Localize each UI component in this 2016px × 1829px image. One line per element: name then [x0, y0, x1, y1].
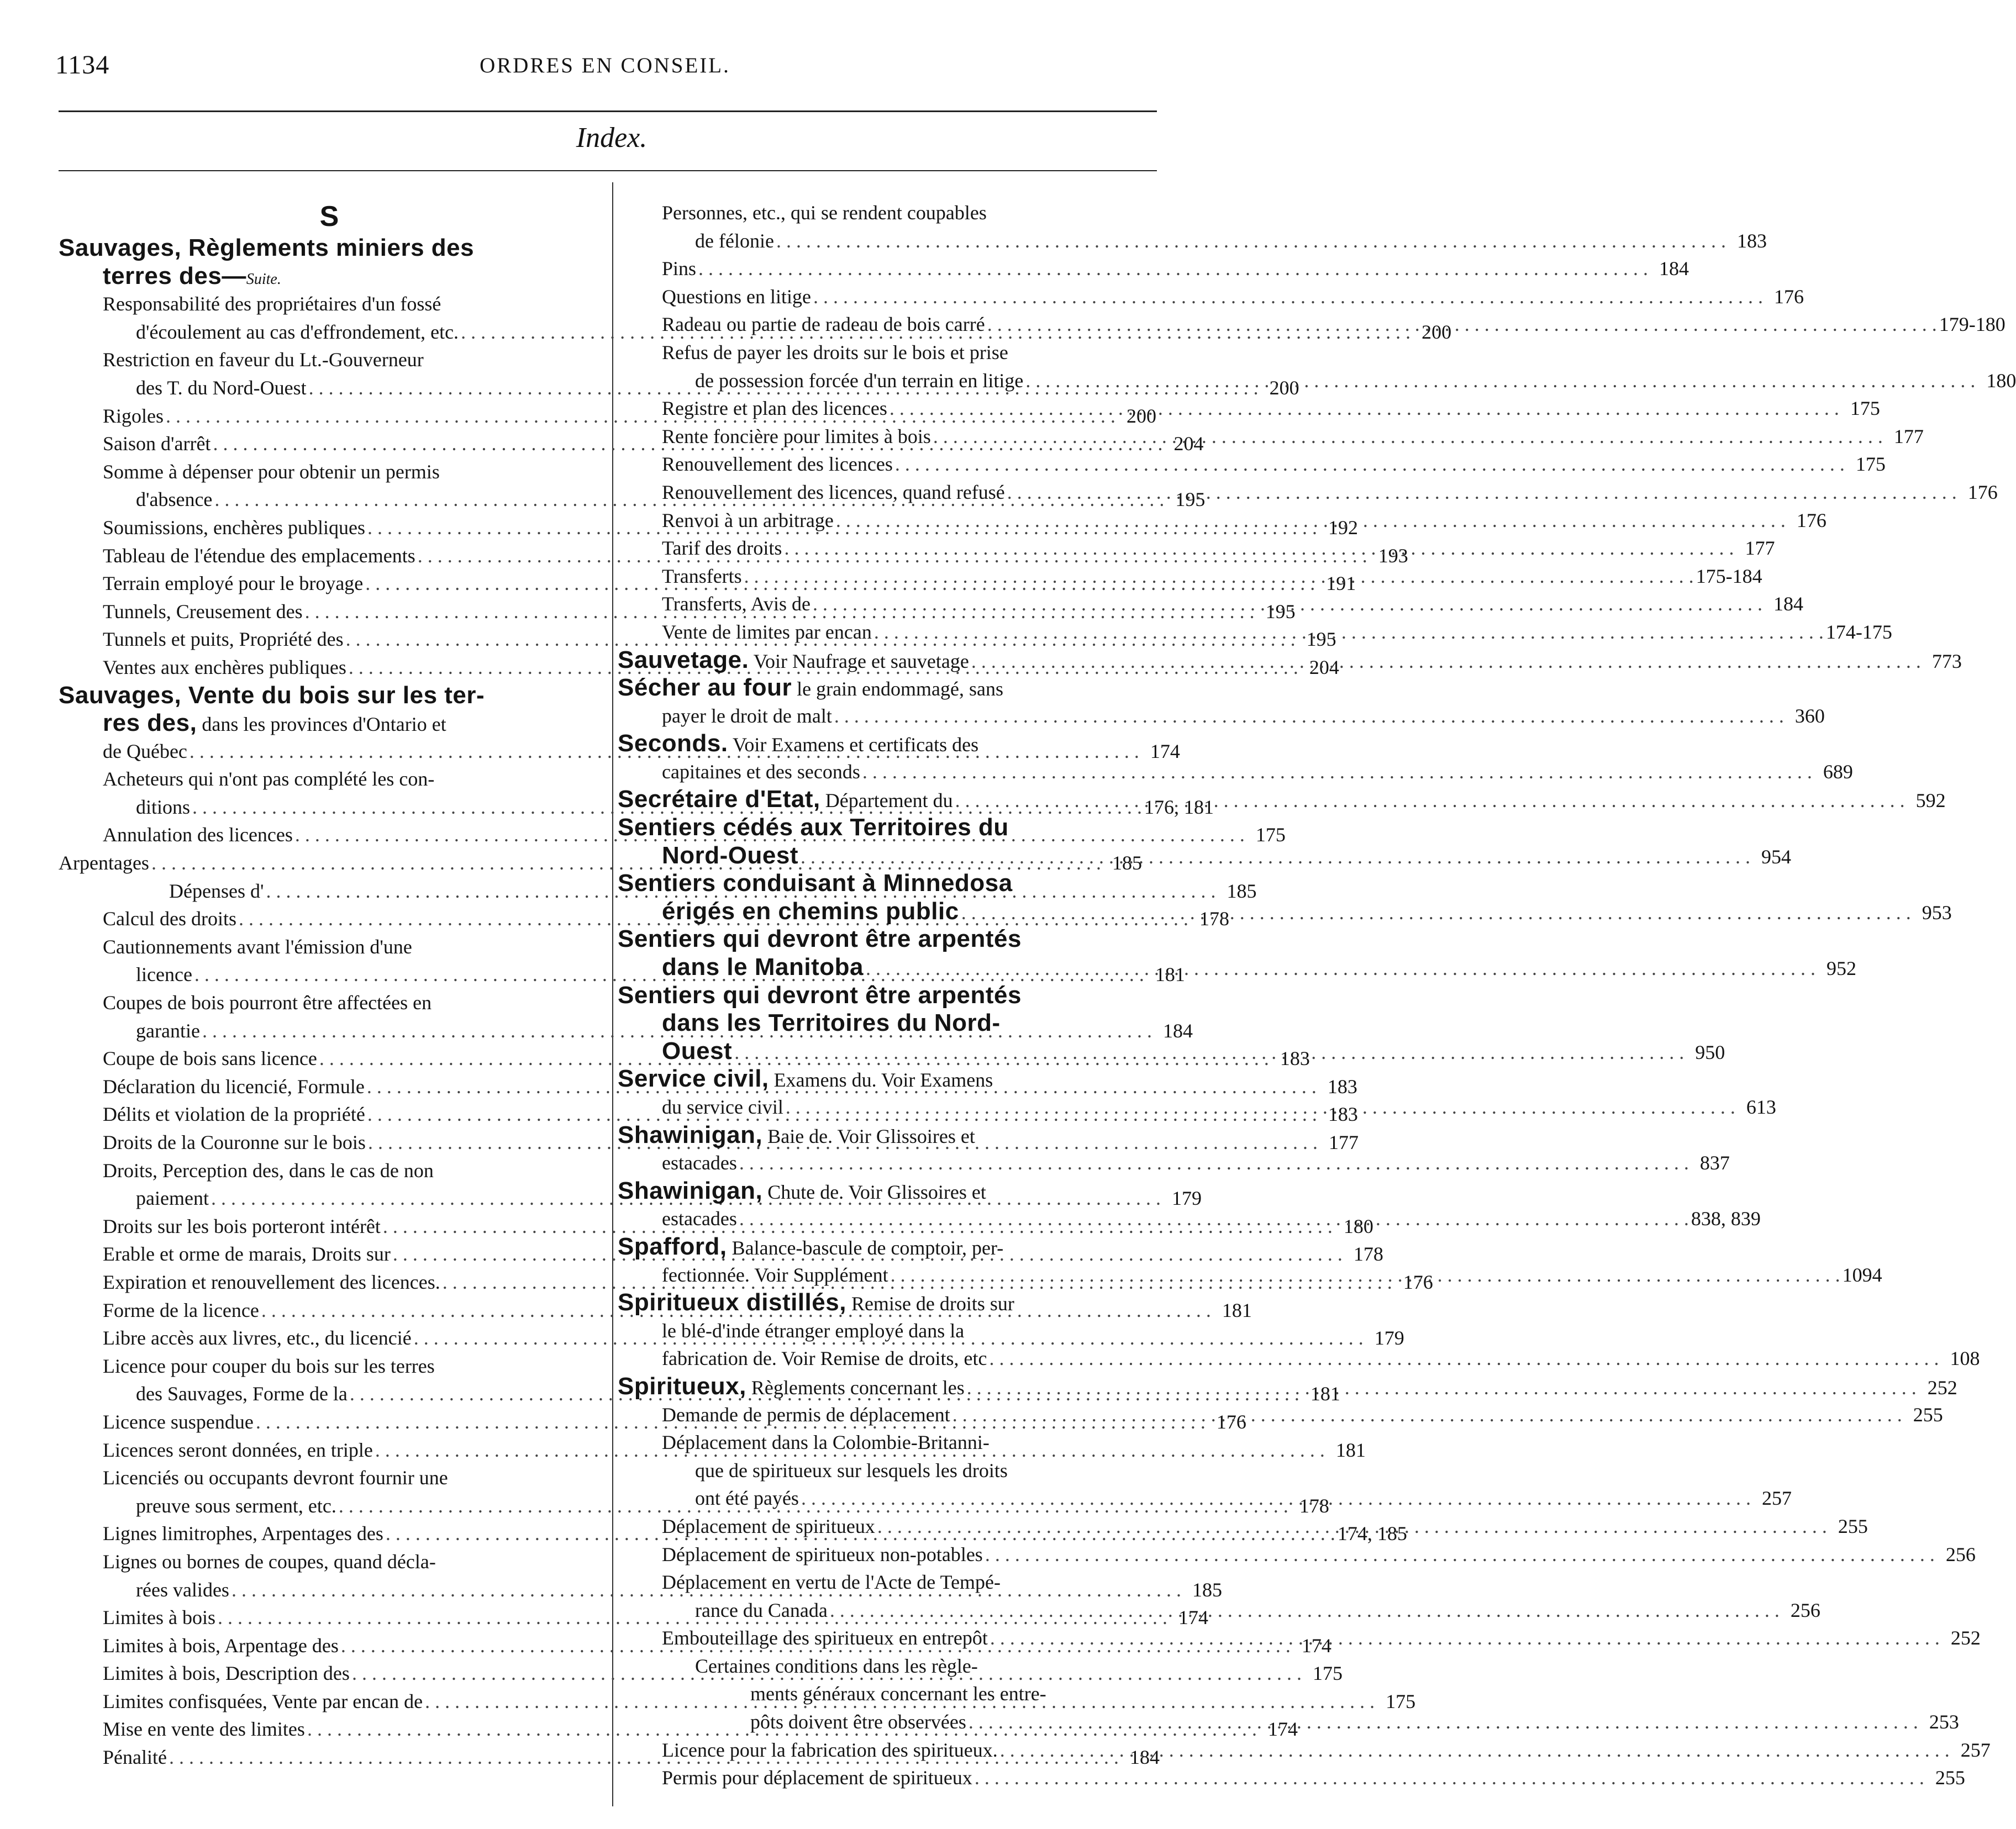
leader-dots: [828, 1596, 1782, 1625]
entry-text: Permis pour déplacement de spiritueux: [662, 1767, 972, 1789]
entry-text: Limites à bois, Arpentage des: [103, 1634, 339, 1657]
heading-rest: dans les provinces d'Ontario et: [197, 713, 446, 736]
entry-text: des T. du Nord-Ouest: [136, 376, 307, 399]
entry-text: Rente foncière pour limites à bois: [662, 425, 931, 447]
page-ref: 185: [1112, 852, 1142, 874]
heading-line: Sentiers conduisant à Minnedosa: [618, 869, 1013, 897]
page-ref: 183: [1327, 1075, 1357, 1098]
page-ref: 179: [1171, 1187, 1202, 1210]
heading-entry-sauvages-reglements: [59, 234, 600, 290]
page-ref: 191: [1326, 572, 1356, 595]
entry-text: Droits sur les bois porteront intérêt: [103, 1215, 381, 1237]
entry-text: Questions en litige: [662, 285, 811, 308]
page-ref: 181: [1335, 1438, 1366, 1461]
index-entry: [618, 1764, 1965, 1792]
page-ref: 613: [1746, 1096, 1776, 1118]
page-ref: 204: [1173, 433, 1204, 455]
entry-text: Délits et violation de la propriété: [103, 1103, 365, 1126]
leader-dots: [696, 255, 1650, 283]
entry-text: Saison d'arrêt: [103, 433, 211, 455]
entry-text: Restriction en faveur du Lt.-Gouverneur: [103, 349, 424, 371]
entry-text: Limites à bois, Description des: [103, 1662, 350, 1685]
page-ref: 193: [1378, 544, 1408, 567]
page-ref: 184: [1162, 1019, 1193, 1042]
entry-text: Chute de. Voir Glissoires et: [762, 1180, 986, 1203]
entry-text: Déplacement de spiritueux: [662, 1515, 875, 1537]
entry-text: le blé-d'inde étranger employé dans la: [662, 1319, 965, 1342]
page-ref: 181: [1222, 1299, 1252, 1321]
page-ref: 177: [1893, 425, 1924, 447]
entry-text: Déclaration du licencié, Formule: [103, 1075, 365, 1098]
page-ref: 952: [1826, 957, 1856, 980]
entry-text: Limites à bois: [103, 1606, 215, 1629]
top-rule: [59, 110, 1157, 112]
page-ref: 175: [1312, 1662, 1343, 1685]
page-ref: 178: [1199, 908, 1229, 930]
page-ref: 773: [1931, 650, 1962, 672]
leader-dots: [950, 1401, 1904, 1429]
entry-text: Terrain employé pour le broyage: [103, 572, 364, 595]
running-title: ORDRES EN CONSEIL.: [480, 54, 730, 77]
page-ref: 176: [1403, 1271, 1433, 1293]
entry-text: Vente de limites par encan: [662, 620, 872, 643]
entry-text: Calcul des droits: [103, 908, 236, 930]
entry-text: Licenciés ou occupants devront fournir une: [103, 1467, 448, 1489]
leader-dots: [988, 1624, 1942, 1652]
entry-text: Registre et plan des licences: [662, 397, 887, 420]
entry-text: fabrication de. Voir Remise de droits, etc: [662, 1347, 987, 1370]
entry-text: Soumissions, enchères publiques: [103, 516, 365, 539]
right-subentries-3: [618, 1736, 1991, 1792]
heading-word: Shawinigan,: [618, 1121, 763, 1148]
entry-text: ditions: [136, 795, 191, 818]
entry-text: Déplacement de spiritueux non-potables: [662, 1543, 983, 1566]
page-ref: 689: [1823, 760, 1853, 783]
heading-word: Sécher au four: [618, 674, 792, 702]
heading-line: Sauvages, Règlements miniers des: [59, 234, 475, 261]
page-ref: 256: [1945, 1543, 1976, 1566]
entry-text: Renvoi à un arbitrage: [662, 509, 834, 531]
page-ref: 838, 839: [1691, 1208, 1761, 1230]
page-ref: 174: [1267, 1718, 1298, 1741]
entry-text: Certaines conditions dans les règle-: [695, 1654, 978, 1677]
entry-text: d'absence: [136, 488, 213, 511]
entry-text: Forme de la licence: [103, 1299, 259, 1321]
page-ref: 204: [1309, 656, 1339, 678]
entry-text: payer le droit de malt: [662, 704, 832, 727]
entry-text: Lignes limitrophes, Arpentages des: [103, 1522, 383, 1545]
letter-heading: S: [319, 201, 339, 233]
leader-dots: [875, 1512, 1829, 1541]
entry-text: Examens du. Voir Examens: [768, 1069, 993, 1092]
entry-text: Licence pour la fabrication des spiritueux.: [662, 1738, 998, 1761]
page-ref: 255: [1838, 1515, 1868, 1537]
entry-text: Limites confisquées, Vente par encan de: [103, 1690, 423, 1712]
page-ref: 176, 181: [1144, 795, 1214, 818]
entry-text: fectionnée. Voir Supplément: [662, 1263, 888, 1286]
entry-text: Voir Examens et certificats des: [728, 734, 979, 756]
heading-line: de Québec: [103, 740, 187, 762]
entry-text: Personnes, etc., qui se rendent coupables: [662, 202, 987, 224]
entry-text: Licence suspendue: [103, 1410, 254, 1433]
page-ref: 178: [1353, 1243, 1383, 1266]
page-ref: 195: [1175, 488, 1206, 511]
heading-word: Sauvetage.: [618, 646, 749, 673]
page-ref: 954: [1761, 845, 1791, 868]
page-ref: 200: [1127, 404, 1157, 427]
entry-text: Balance-bascule de comptoir, per-: [727, 1236, 1004, 1259]
index-entry: [618, 255, 1689, 283]
entry-text: capitaines et des seconds: [662, 760, 860, 783]
page-ref: 252: [1950, 1627, 1981, 1649]
page-ref: 176: [1796, 509, 1826, 531]
entry-text: Transferts: [662, 565, 742, 587]
heading-line: Sauvages, Vente du bois sur les ter-: [59, 681, 485, 709]
entry-text: rées valides: [136, 1578, 229, 1601]
page-ref: 176: [1216, 1410, 1246, 1433]
page-ref: 174-175: [1825, 620, 1892, 643]
index-entry: [618, 283, 1804, 311]
entry-text: Arpentages: [59, 852, 149, 874]
page-ref: 1094: [1842, 1263, 1882, 1286]
heading-word: Spiritueux,: [618, 1372, 746, 1400]
leader-dots: [834, 507, 1788, 535]
entry-text: de félonie: [695, 229, 774, 252]
page-ref: 592: [1915, 789, 1946, 812]
entry-text: Pins: [662, 257, 697, 280]
heading-line: érigés en chemins public: [662, 897, 959, 925]
index-entry: [618, 199, 1767, 255]
index-entry: [618, 1736, 1991, 1764]
page-ref: 181: [1310, 1383, 1340, 1405]
entry-text: preuve sous serment, etc.: [136, 1494, 336, 1517]
entry-text: licence: [136, 963, 192, 986]
page-ref: 175: [1855, 453, 1886, 476]
entry-text: estacades: [662, 1208, 737, 1230]
heading-line: dans le Manitoba: [662, 953, 864, 981]
index-entry: [618, 450, 1886, 478]
entry-text: Libre accès aux livres, etc., du licencié: [103, 1327, 412, 1350]
page-ref: 180: [1986, 369, 2016, 392]
index-entry: [618, 394, 1880, 423]
entry-text: Tunnels, Creusement des: [103, 600, 303, 623]
page-ref: 177: [1745, 537, 1775, 560]
page-ref: 179: [1374, 1327, 1404, 1350]
entry-text: d'écoulement au cas d'effrondement, etc.: [136, 320, 459, 343]
running-head: [55, 50, 1155, 83]
heading-word: Spiritueux distillés,: [618, 1289, 846, 1316]
page-ref: 360: [1794, 704, 1825, 727]
entry-text: Baie de. Voir Glissoires et: [762, 1125, 975, 1147]
entry-text: ments généraux concernant les entre-: [750, 1683, 1046, 1705]
page-ref: 108: [1950, 1347, 1980, 1370]
leader-dots: [983, 1541, 1937, 1569]
entry-text: Droits, Perception des, dans le cas de non: [103, 1159, 434, 1182]
entry-text: Déplacement dans la Colombie-Britanni-: [662, 1431, 989, 1454]
entry-text: Licences seront données, en triple: [103, 1438, 373, 1461]
leader-dots: [742, 562, 1696, 591]
page-ref: 184: [1773, 593, 1803, 615]
entry-text: Somme à dépenser pour obtenir un permis: [103, 460, 440, 483]
entry-text: Refus de payer les droits sur le bois et prise: [662, 341, 1008, 363]
entry-text: Voir Naufrage et sauvetage: [749, 650, 969, 672]
entry-text: Tableau de l'étendue des emplacements: [103, 544, 415, 567]
heading-line: Sentiers cédés aux Territoires du: [618, 814, 1009, 841]
heading-line: res des,: [103, 709, 197, 737]
entry-text: Déplacement en vertu de l'Acte de Tempé-: [662, 1571, 1001, 1594]
page-ref: 184: [1129, 1746, 1160, 1769]
page-ref: 184: [1659, 257, 1689, 280]
entry-text: Demande de permis de déplacement: [662, 1403, 950, 1426]
page-ref: 185: [1227, 879, 1257, 902]
leader-dots: [782, 534, 1736, 562]
leader-dots: [811, 283, 1765, 311]
entry-text: rance du Canada: [695, 1599, 828, 1621]
entry-text: Radeau ou partie de radeau de bois carré: [662, 313, 985, 336]
entry-text: Expiration et renouvellement des licences.: [103, 1271, 440, 1293]
entry-text: Département du: [820, 789, 953, 812]
leader-dots: [1023, 367, 1977, 395]
page-ref: 177: [1328, 1131, 1359, 1153]
entry-text: Responsabilité des propriétaires d'un fossé: [103, 293, 441, 315]
entry-text: estacades: [662, 1152, 737, 1174]
leader-dots: [887, 394, 1841, 423]
page-ref: 178: [1299, 1494, 1329, 1517]
page-ref: 195: [1306, 628, 1336, 651]
page-ref: 257: [1761, 1487, 1792, 1510]
leader-dots: [774, 227, 1728, 255]
entry-text: Coupe de bois sans licence: [103, 1047, 317, 1070]
page-ref: 252: [1927, 1376, 1957, 1399]
page-ref: 174: [1301, 1634, 1331, 1657]
entry-text: du service civil: [662, 1096, 783, 1118]
entry-text: Transferts, Avis de: [662, 593, 810, 615]
entry-text: pôts doivent être observées: [750, 1711, 966, 1733]
suite-label: Suite.: [246, 270, 281, 288]
entry-text: Embouteillage des spiritueux en entrepôt: [662, 1627, 988, 1649]
page-ref: 174: [1178, 1606, 1208, 1629]
page-ref: 183: [1736, 229, 1767, 252]
entry-text: que de spiritueux sur lesquels les droits: [695, 1459, 1008, 1482]
heading-line: Nord-Ouest: [662, 841, 798, 869]
entry-text: Lignes ou bornes de coupes, quand décla-: [103, 1550, 436, 1573]
leader-dots: [1005, 478, 1959, 507]
entry-text: des Sauvages, Forme de la: [136, 1383, 348, 1405]
heading-line: Ouest: [662, 1037, 733, 1064]
entry-text: Licence pour couper du bois sur les terres: [103, 1354, 435, 1377]
page-ref: 183: [1280, 1047, 1310, 1070]
heading-word: Shawinigan,: [618, 1177, 763, 1204]
heading-line: Sentiers qui devront être arpentés: [618, 925, 1022, 953]
entry-text: Tunnels et puits, Propriété des: [103, 628, 344, 651]
heading-line: dans les Territoires du Nord-: [662, 1009, 1001, 1037]
page-ref: 256: [1790, 1599, 1820, 1621]
index-entry: [618, 1541, 1976, 1569]
leader-dots: [998, 1736, 1952, 1764]
leader-dots: [799, 1484, 1753, 1512]
entry-text: Rigoles: [103, 404, 164, 427]
entry-text: Pénalité: [103, 1746, 167, 1769]
page-ref: 837: [1699, 1152, 1730, 1174]
entry-text: Mise en vente des limites: [103, 1718, 305, 1741]
entry-text: Annulation des licences: [103, 824, 293, 846]
page-ref: 257: [1960, 1738, 1991, 1761]
page-ref: 195: [1265, 600, 1296, 623]
entry-text: Cautionnements avant l'émission d'une: [103, 935, 412, 958]
page-ref: 179-180: [1939, 313, 2006, 336]
leader-dots: [985, 310, 1939, 339]
header-rule: [59, 170, 1157, 171]
entry-text: Dépenses d': [169, 879, 264, 902]
page-ref: 176: [1967, 481, 1998, 503]
entry-text: garantie: [136, 1019, 200, 1042]
leader-dots: [931, 423, 1885, 451]
page-ref: 253: [1929, 1711, 1959, 1733]
entry-text: Droits de la Couronne sur le bois: [103, 1131, 366, 1153]
page-ref: 192: [1328, 516, 1358, 539]
page-ref: 185: [1192, 1578, 1222, 1601]
heading-word: Seconds.: [618, 730, 728, 757]
heading-line: Sentiers qui devront être arpentés: [618, 981, 1022, 1009]
leader-dots: [972, 1764, 1926, 1792]
heading-word: Secrétaire d'Etat,: [618, 786, 820, 813]
page-ref: 175-184: [1696, 565, 1762, 587]
entry-text: Acheteurs qui n'ont pas complété les con-: [103, 768, 435, 790]
page-number: 1134: [55, 50, 110, 80]
entry-text: paiement: [136, 1187, 209, 1210]
page-ref: 175: [1850, 397, 1880, 420]
page-ref: 181: [1155, 963, 1185, 986]
page-ref: 176: [1773, 285, 1804, 308]
entry-text: Ventes aux enchères publiques: [103, 656, 346, 678]
entry-text: Renouvellement des licences: [662, 453, 893, 476]
entry-text: ont été payés: [695, 1487, 799, 1510]
leader-dots: [893, 450, 1847, 478]
heading-word: Spafford,: [618, 1232, 727, 1260]
page-ref: 174: [1150, 740, 1180, 762]
entry-secher: [618, 674, 1825, 730]
page-ref: 174, 185: [1337, 1522, 1407, 1545]
leader-dots: [810, 590, 1765, 618]
entry-text: Tarif des droits: [662, 537, 782, 560]
entry-text: Coupes de bois pourront être affectées en: [103, 992, 432, 1014]
page-ref: 950: [1695, 1041, 1725, 1063]
page-ref: 255: [1935, 1767, 1965, 1789]
entry-text: de possession forcée d'un terrain en litige: [695, 369, 1024, 392]
section-title: Index.: [576, 122, 648, 154]
page-ref: 175: [1386, 1690, 1416, 1712]
page-ref: 183: [1328, 1103, 1358, 1126]
entry-text: Règlements concernant les: [746, 1376, 965, 1399]
page-ref: 953: [1922, 901, 1952, 924]
page-ref: 175: [1255, 824, 1286, 846]
page-ref: 180: [1343, 1215, 1373, 1237]
entry-text: Remise de droits sur: [846, 1293, 1014, 1315]
entry-text: Erable et orme de marais, Droits sur: [103, 1243, 391, 1266]
heading-line: terres des—: [103, 262, 246, 289]
entry-text: Renouvellement des licences, quand refusé: [662, 481, 1005, 503]
page-ref: 200: [1422, 320, 1452, 343]
leader-dots: [872, 618, 1826, 646]
heading-word: Service civil,: [618, 1065, 769, 1093]
entry-text: le grain endommagé, sans: [792, 678, 1003, 700]
page-ref: 200: [1269, 376, 1299, 399]
page-ref: 255: [1913, 1403, 1943, 1426]
